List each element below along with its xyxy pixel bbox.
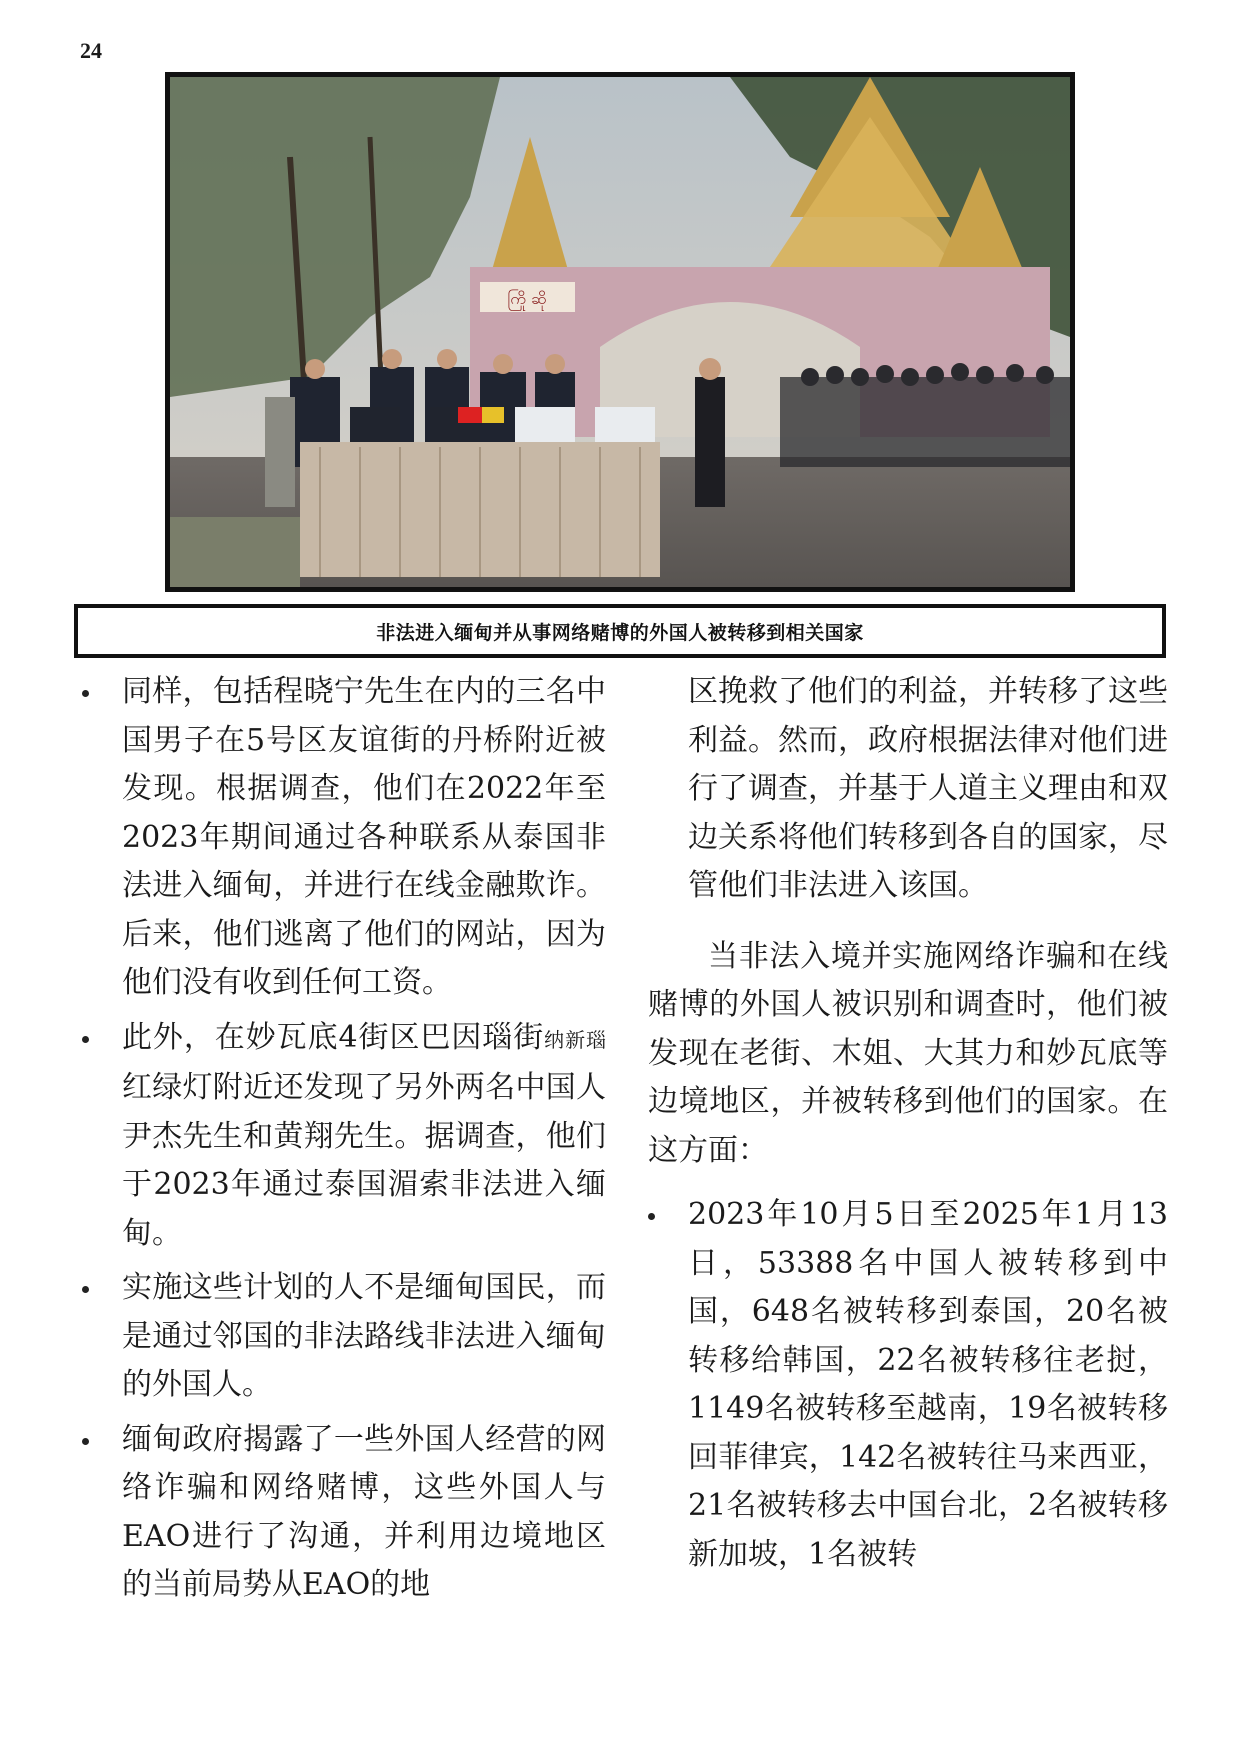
continuation-paragraph: 区挽救了他们的利益，并转移了这些利益。然而，政府根据法律对他们进行了调查，并基于人道主义理由和双边关系将他们转移到各自的国家，尽管他们非法进入该国。 xyxy=(688,674,1168,903)
photo-caption-box xyxy=(74,604,1166,658)
list-item-small-text: 纳新瑙 xyxy=(544,1027,607,1052)
list-item: 同样，包括程晓宁先生在内的三名中国男子在5号区友谊街的丹桥附近被发现。根据调查，他们在2022年至2023年期间通过各种联系从泰国非法进入缅甸，并进行在线金融欺诈。后来，他们逃离了他们的网站，因为他们没有收到任何工资。 xyxy=(82,668,606,1008)
list-item: 实施这些计划的人不是缅甸国民，而是通过邻国的非法路线非法进入缅甸的外国人。 xyxy=(82,1264,606,1410)
list-item: 2023年10月5日至2025年1月13日，53388名中国人被转移到中国，648名被转移到泰国，20名被转移给韩国，22名被转移往老挝，1149名被转移至越南，19名被转移回菲律宾，142名被转往马来西亚，21名被转移去中国台北，2名被转移新加坡，1名被转 xyxy=(648,1191,1168,1579)
list-item-text: 此外，在妙瓦底4街区巴因瑙街 xyxy=(122,1019,545,1055)
list-item: 缅甸政府揭露了一些外国人经营的网络诈骗和网络赌博，这些外国人与EAO进行了沟通，并利用边境地区的当前局势从EAO的地 xyxy=(82,1416,606,1610)
gate-sign-text: ကြို ဆို xyxy=(507,289,547,308)
list-item xyxy=(82,1014,606,1259)
photo-illustration xyxy=(170,77,1070,587)
left-column xyxy=(82,668,606,1610)
photo-repatriation-ceremony xyxy=(165,72,1075,592)
right-column xyxy=(648,668,1168,1579)
page-number: 24 xyxy=(80,38,102,63)
photo-caption: 非法进入缅甸并从事网络赌博的外国人被转移到相关国家 xyxy=(376,621,864,644)
list-item-text: 红绿灯附近还发现了另外两名中国人尹杰先生和黄翔先生。据调查，他们于2023年通过泰国湄索非法进入缅甸。 xyxy=(122,1070,606,1251)
body-paragraph: 当非法入境并实施网络诈骗和在线赌博的外国人被识别和调查时，他们被发现在老街、木姐、大其力和妙瓦底等边境地区，并被转移到他们的国家。在这方面： xyxy=(648,938,1168,1168)
